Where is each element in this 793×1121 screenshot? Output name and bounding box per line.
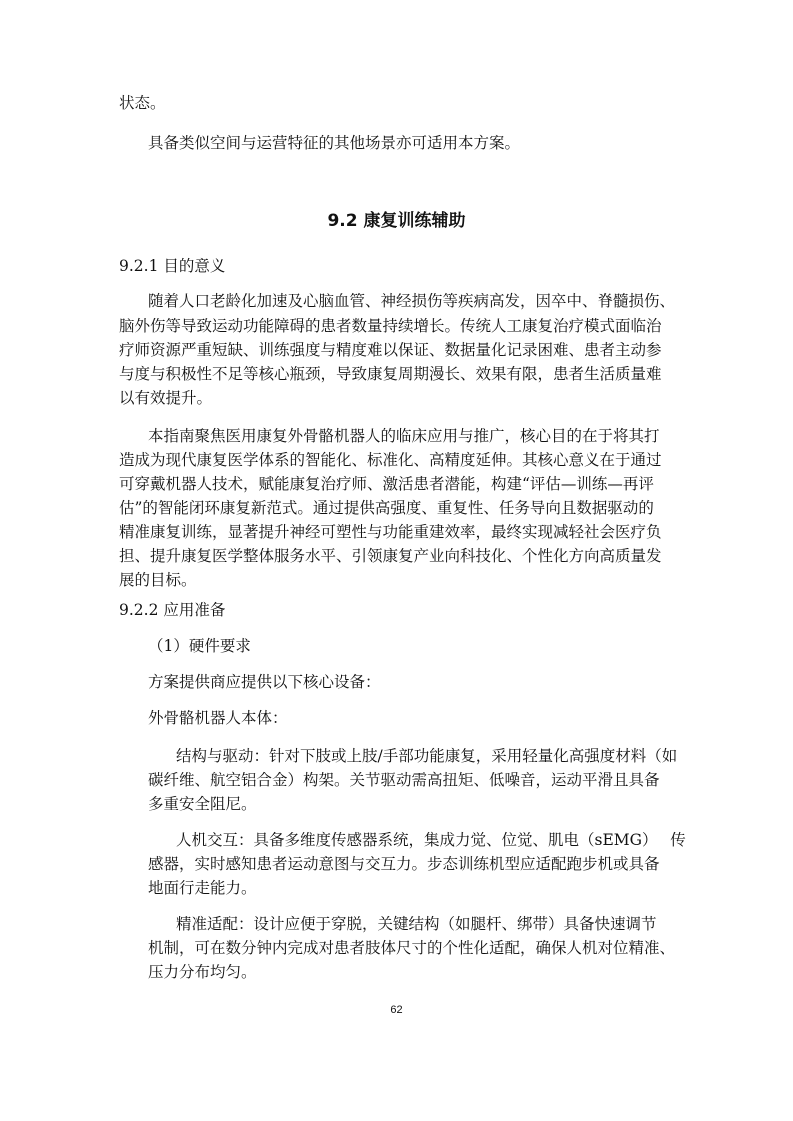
paragraph-line: 担、提升康复医学整体服务水平、引领康复产业向科技化、个性化方向高质量发: [119, 547, 662, 565]
paragraph-line: 具备类似空间与运营特征的其他场景亦可适用本方案。: [148, 134, 521, 152]
paragraph-line: 碳纤维、航空铝合金）构架。关节驱动需高扭矩、低噪音，运动平滑且具备: [148, 771, 660, 789]
paragraph-line: 疗师资源严重短缺、训练强度与精度难以保证、数据量化记录困难、患者主动参: [119, 341, 662, 359]
paragraph-line: 精准康复训练，显著提升神经可塑性与功能重建效率，最终实现减轻社会医疗负: [119, 523, 662, 541]
paragraph-line: 本指南聚焦医用康复外骨骼机器人的临床应用与推广，核心目的在于将其打: [148, 427, 660, 445]
paragraph-line: 估”的智能闭环康复新范式。通过提供高强度、重复性、任务导向且数据驱动的: [119, 499, 654, 517]
paragraph-line: 人机交互：具备多维度传感器系统，集成力觉、位觉、肌电（sEMG） 传: [176, 831, 686, 849]
paragraph-line: 机制，可在数分钟内完成对患者肢体尺寸的个性化适配，确保人机对位精准、: [148, 939, 676, 957]
section-heading: 9.2 康复训练辅助: [327, 211, 466, 231]
paragraph-line: 状态。: [119, 94, 166, 112]
paragraph-line: 多重安全阻尼。: [148, 795, 257, 813]
paragraph-line: 随着人口老龄化加速及心脑血管、神经损伤等疾病高发，因卒中、脊髓损伤、: [148, 292, 676, 310]
paragraph-line: 可穿戴机器人技术，赋能康复治疗师、激活患者潜能，构建“评估—训练—再评: [119, 475, 654, 493]
paragraph-line: 精准适配：设计应便于穿脱，关键结构（如腿杆、绑带）具备快速调节: [176, 915, 657, 933]
page-number: 62: [390, 1004, 403, 1016]
paragraph-line: 地面行走能力。: [148, 879, 257, 897]
subsection-heading: 9.2.2 应用准备: [119, 601, 226, 619]
paragraph-line: 与度与积极性不足等核心瓶颈，导致康复周期漫长、效果有限，患者生活质量难: [119, 365, 662, 383]
paragraph-line: 感器，实时感知患者运动意图与交互力。步态训练机型应适配跑步机或具备: [148, 855, 660, 873]
paragraph-line: 结构与驱动：针对下肢或上肢/手部功能康复，采用轻量化高强度材料（如: [176, 747, 678, 765]
paragraph-line: 造成为现代康复医学体系的智能化、标准化、高精度延伸。其核心意义在于通过: [119, 451, 662, 469]
paragraph-line: 压力分布均匀。: [148, 963, 257, 981]
subsection-heading: 9.2.1 目的意义: [119, 257, 226, 275]
paragraph-line: 方案提供商应提供以下核心设备：: [148, 673, 381, 691]
paragraph-line: 展的目标。: [119, 571, 197, 589]
paragraph-line: （1）硬件要求: [148, 637, 251, 655]
paragraph-line: 外骨骼机器人本体：: [148, 709, 288, 727]
paragraph-line: 脑外伤等导致运动功能障碍的患者数量持续增长。传统人工康复治疗模式面临治: [119, 317, 662, 335]
paragraph-line: 以有效提升。: [119, 389, 213, 407]
